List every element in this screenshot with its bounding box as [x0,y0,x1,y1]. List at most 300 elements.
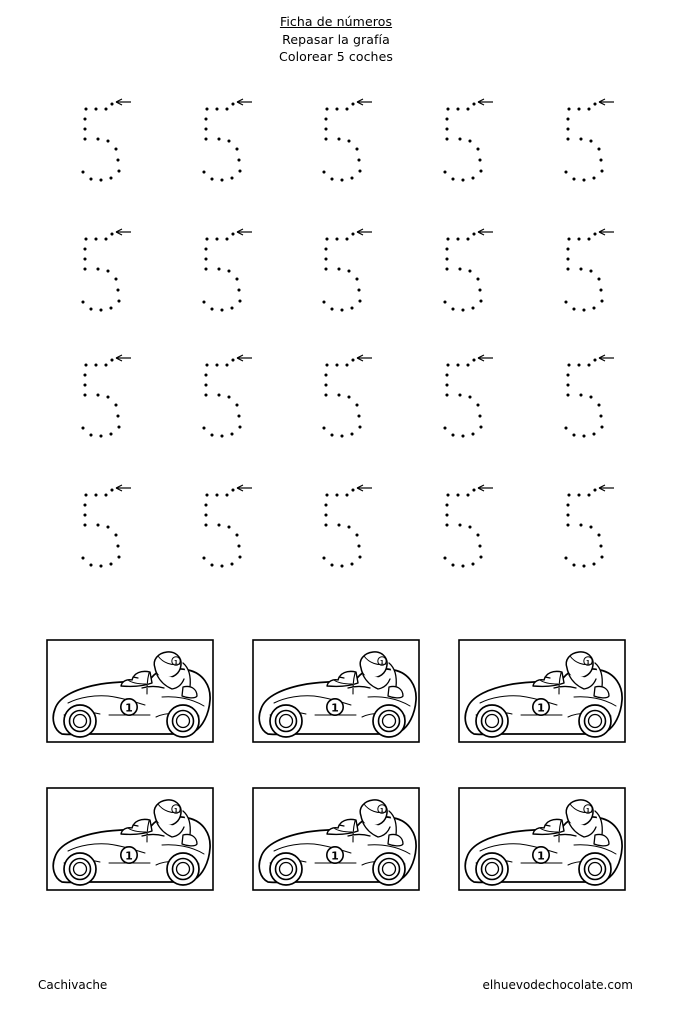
trace-dot [202,170,205,173]
trace-dot [205,493,208,496]
trace-dot [582,564,585,567]
trace-dot [99,308,102,311]
dotted-five-6 [80,230,150,330]
left-arrow-icon [116,99,131,105]
svg-text:1: 1 [125,701,133,715]
trace-dot [445,513,448,516]
trace-dot [210,307,213,310]
trace-dot [358,425,361,428]
trace-dot [81,300,84,303]
trace-dot [597,533,600,536]
trace-dot [337,267,340,270]
trace-dot [335,493,338,496]
dotted-five-15 [563,356,633,456]
trace-dot [589,395,592,398]
trace-dot [572,433,575,436]
left-arrow-icon [357,99,372,105]
trace-dot [205,107,208,110]
trace-dot [592,432,595,435]
instruction-trace: Repasar la grafía [282,31,390,47]
trace-dot [96,267,99,270]
trace-dot [324,373,327,376]
trace-dot [238,555,241,558]
trace-dot [589,139,592,142]
trace-dot [337,137,340,140]
trace-dot [468,269,471,272]
trace-dot [84,107,87,110]
trace-dot [355,277,358,280]
trace-dot [110,102,113,105]
trace-dot [204,523,207,526]
trace-dot [479,169,482,172]
trace-dot [99,564,102,567]
dotted-five-9 [442,230,512,330]
trace-dot [446,237,449,240]
trace-dot [358,555,361,558]
svg-text:1: 1 [173,659,179,667]
trace-dot [566,383,569,386]
trace-dot [324,137,327,140]
trace-dot [350,562,353,565]
trace-dot [217,393,220,396]
trace-dot [210,433,213,436]
trace-dot [202,426,205,429]
trace-dot [340,434,343,437]
trace-dot [472,488,475,491]
trace-dot [456,107,459,110]
trace-dot [451,177,454,180]
left-arrow-icon [478,229,493,235]
trace-dot [204,513,207,516]
trace-dot [225,237,228,240]
trace-dot [340,564,343,567]
trace-dot [83,393,86,396]
dotted-five-16 [80,486,150,586]
trace-dot [230,306,233,309]
dotted-five-2 [201,100,271,200]
trace-dot [566,503,569,506]
trace-dot [345,363,348,366]
trace-dot [577,237,580,240]
trace-dot [227,525,230,528]
trace-dot [478,288,481,291]
trace-dot [94,237,97,240]
trace-dot [237,288,240,291]
trace-dot [566,137,569,140]
dotted-five-4 [442,100,512,200]
trace-dot [220,564,223,567]
trace-dot [564,426,567,429]
trace-dot [593,488,596,491]
trace-dot [476,533,479,536]
trace-dot [592,306,595,309]
trace-dot [230,432,233,435]
trace-dot [109,176,112,179]
trace-dot [325,493,328,496]
trace-dot [597,277,600,280]
trace-dot [237,544,240,547]
trace-dot [330,307,333,310]
trace-dot [114,277,117,280]
trace-dot [325,237,328,240]
trace-dot [466,237,469,240]
trace-dot [215,107,218,110]
trace-dot [230,562,233,565]
trace-dot [114,403,117,406]
trace-dot [104,237,107,240]
trace-dot [217,137,220,140]
trace-dot [567,363,570,366]
trace-dot [204,127,207,130]
trace-dot [566,267,569,270]
trace-dot [566,257,569,260]
trace-dot [478,544,481,547]
trace-dot [579,393,582,396]
trace-dot [347,395,350,398]
trace-dot [445,393,448,396]
trace-dot [202,300,205,303]
trace-dot [446,363,449,366]
trace-dot [89,307,92,310]
dotted-five-12 [201,356,271,456]
trace-dot [597,403,600,406]
trace-dot [567,107,570,110]
trace-dot [461,434,464,437]
trace-dot [566,513,569,516]
trace-dot [106,139,109,142]
trace-dot [582,308,585,311]
trace-dot [204,267,207,270]
trace-dot [345,107,348,110]
trace-dot [324,257,327,260]
trace-dot [564,170,567,173]
trace-dot [340,308,343,311]
trace-dot [445,383,448,386]
trace-dot [204,137,207,140]
trace-dot [117,169,120,172]
trace-dot [458,137,461,140]
trace-dot [225,363,228,366]
trace-dot [461,178,464,181]
trace-dot [468,525,471,528]
trace-dot [577,363,580,366]
svg-text:1: 1 [379,807,385,815]
trace-dot [99,178,102,181]
trace-dot [337,393,340,396]
trace-dot [235,533,238,536]
footer-website: elhuevodechocolate.com [482,978,633,992]
left-arrow-icon [478,485,493,491]
trace-dot [217,267,220,270]
trace-dot [347,269,350,272]
left-arrow-icon [478,99,493,105]
trace-dot [117,299,120,302]
trace-dot [204,117,207,120]
trace-dot [358,169,361,172]
trace-dot [81,426,84,429]
trace-dot [335,363,338,366]
trace-dot [238,425,241,428]
trace-dot [472,358,475,361]
trace-dot [96,393,99,396]
trace-dot [220,434,223,437]
trace-dot [83,137,86,140]
trace-dot [577,107,580,110]
trace-dot [116,158,119,161]
left-arrow-icon [599,99,614,105]
trace-dot [83,117,86,120]
trace-dot [83,523,86,526]
trace-dot [587,493,590,496]
svg-text:1: 1 [537,701,545,715]
trace-dot [89,177,92,180]
trace-dot [566,393,569,396]
trace-dot [205,363,208,366]
trace-dot [564,300,567,303]
dotted-five-11 [80,356,150,456]
trace-dot [81,556,84,559]
trace-dot [458,393,461,396]
trace-dot [322,170,325,173]
trace-dot [116,544,119,547]
trace-dot [83,257,86,260]
trace-dot [351,358,354,361]
trace-dot [445,117,448,120]
trace-dot [476,403,479,406]
trace-dot [443,170,446,173]
trace-dot [466,363,469,366]
trace-dot [446,493,449,496]
left-arrow-icon [599,229,614,235]
car-card-3 [458,639,626,743]
trace-dot [227,139,230,142]
trace-dot [567,237,570,240]
trace-dot [340,178,343,181]
trace-dot [83,247,86,250]
left-arrow-icon [478,355,493,361]
trace-dot [235,277,238,280]
left-arrow-icon [116,485,131,491]
trace-dot [443,556,446,559]
trace-dot [83,383,86,386]
trace-dot [461,564,464,567]
trace-dot [589,269,592,272]
trace-dot [478,158,481,161]
trace-dot [235,403,238,406]
trace-dot [83,503,86,506]
dotted-five-20 [563,486,633,586]
trace-dot [350,176,353,179]
trace-dot [451,563,454,566]
trace-dot [84,493,87,496]
trace-dot [99,434,102,437]
trace-dot [231,488,234,491]
trace-dot [104,493,107,496]
trace-dot [204,373,207,376]
trace-dot [322,426,325,429]
trace-dot [96,137,99,140]
trace-dot [204,393,207,396]
trace-dot [114,533,117,536]
dotted-five-19 [442,486,512,586]
trace-dot [587,237,590,240]
trace-dot [238,169,241,172]
trace-dot [225,107,228,110]
trace-dot [83,373,86,376]
trace-dot [220,178,223,181]
trace-dot [104,107,107,110]
trace-dot [330,563,333,566]
trace-dot [324,513,327,516]
trace-dot [202,556,205,559]
trace-dot [592,562,595,565]
trace-dot [324,117,327,120]
trace-dot [345,493,348,496]
trace-dot [84,237,87,240]
dotted-five-8 [321,230,391,330]
trace-dot [445,523,448,526]
trace-dot [237,414,240,417]
trace-dot [94,107,97,110]
trace-dot [205,237,208,240]
trace-dot [324,383,327,386]
trace-dot [479,299,482,302]
svg-text:1: 1 [173,807,179,815]
trace-dot [83,513,86,516]
trace-dot [592,176,595,179]
trace-dot [237,158,240,161]
trace-dot [110,488,113,491]
car-card-2 [252,639,420,743]
trace-dot [582,434,585,437]
trace-dot [220,308,223,311]
trace-dot [479,555,482,558]
trace-dot [593,102,596,105]
trace-dot [347,525,350,528]
trace-dot [357,414,360,417]
svg-text:1: 1 [125,849,133,863]
trace-dot [476,277,479,280]
trace-dot [238,299,241,302]
trace-dot [109,432,112,435]
car-card-6 [458,787,626,891]
dotted-five-3 [321,100,391,200]
left-arrow-icon [237,355,252,361]
trace-dot [83,267,86,270]
car-card-5 [252,787,420,891]
trace-dot [445,127,448,130]
trace-dot [335,107,338,110]
trace-dot [325,107,328,110]
trace-dot [472,102,475,105]
instruction-color: Colorear 5 coches [279,49,393,64]
trace-dot [355,147,358,150]
trace-dot [231,102,234,105]
trace-dot [355,403,358,406]
trace-dot [215,363,218,366]
trace-dot [110,232,113,235]
trace-dot [210,177,213,180]
trace-dot [322,300,325,303]
left-arrow-icon [357,229,372,235]
dotted-five-17 [201,486,271,586]
trace-dot [479,425,482,428]
trace-dot [357,544,360,547]
trace-dot [351,102,354,105]
trace-dot [567,493,570,496]
trace-dot [466,493,469,496]
trace-dot [600,299,603,302]
trace-dot [81,170,84,173]
trace-dot [582,178,585,181]
trace-dot [468,139,471,142]
trace-dot [117,555,120,558]
left-arrow-icon [237,485,252,491]
trace-dot [110,358,113,361]
trace-dot [577,493,580,496]
trace-dot [471,432,474,435]
trace-dot [230,176,233,179]
trace-dot [587,363,590,366]
trace-dot [572,307,575,310]
trace-dot [445,503,448,506]
trace-dot [456,493,459,496]
trace-dot [324,267,327,270]
trace-dot [116,288,119,291]
trace-dot [322,556,325,559]
trace-dot [446,107,449,110]
trace-dot [451,307,454,310]
dotted-five-5 [563,100,633,200]
trace-dot [330,433,333,436]
dotted-five-1 [80,100,150,200]
trace-dot [566,127,569,130]
car-card-1 [46,639,214,743]
trace-dot [116,414,119,417]
svg-text:1: 1 [585,659,591,667]
trace-dot [443,300,446,303]
trace-dot [599,544,602,547]
trace-dot [335,237,338,240]
left-arrow-icon [237,229,252,235]
trace-dot [325,363,328,366]
trace-dot [210,563,213,566]
trace-dot [579,523,582,526]
left-arrow-icon [116,355,131,361]
worksheet-header [0,13,672,66]
trace-dot [358,299,361,302]
trace-dot [94,363,97,366]
trace-dot [472,232,475,235]
trace-dot [600,555,603,558]
trace-dot [94,493,97,496]
trace-dot [445,267,448,270]
dotted-five-14 [442,356,512,456]
trace-dot [600,425,603,428]
trace-dot [355,533,358,536]
left-arrow-icon [116,229,131,235]
trace-dot [443,426,446,429]
trace-dot [231,232,234,235]
trace-dot [471,176,474,179]
trace-dot [566,247,569,250]
trace-dot [117,425,120,428]
car-card-4 [46,787,214,891]
trace-dot [566,117,569,120]
trace-dot [599,158,602,161]
trace-dot [227,269,230,272]
trace-dot [109,562,112,565]
